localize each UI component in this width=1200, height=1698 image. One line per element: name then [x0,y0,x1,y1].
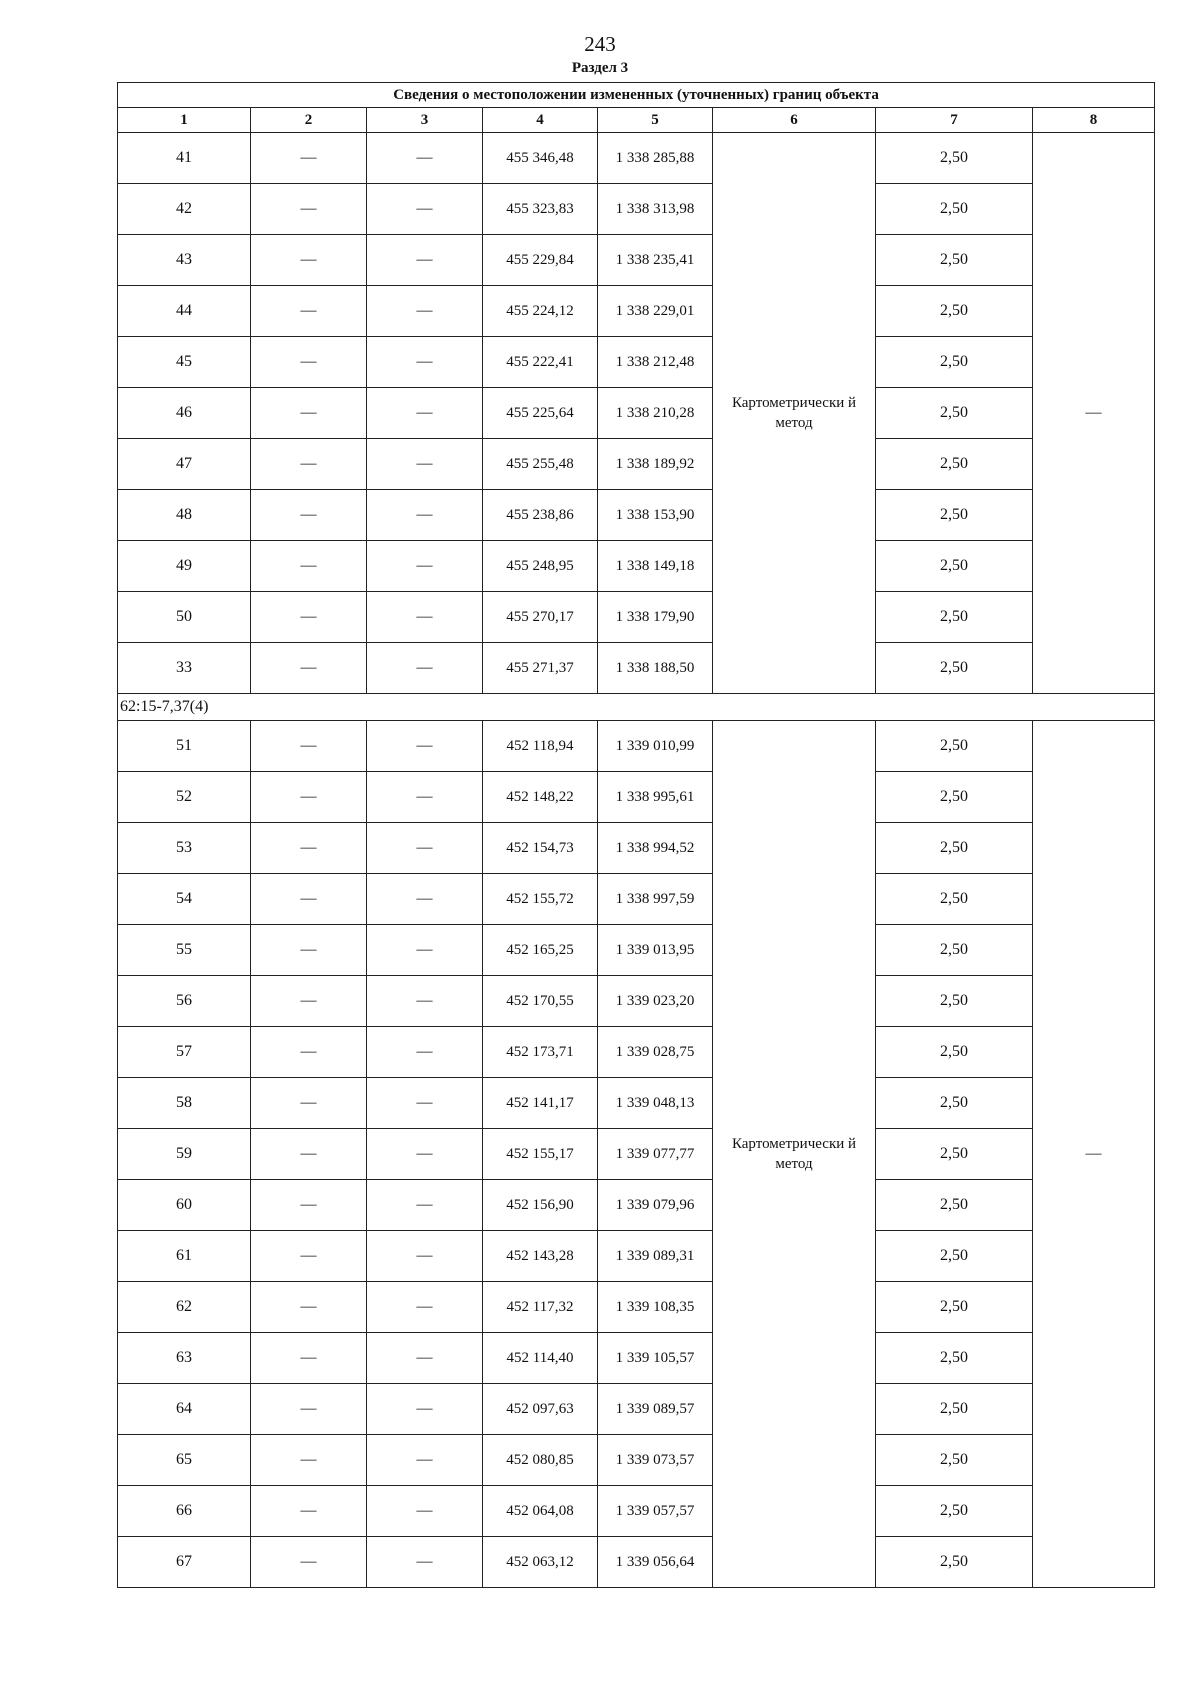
table-row [118,184,1155,235]
dash-cell: — [251,976,367,1027]
dash-cell: — [251,592,367,643]
coord-y: 1 338 995,61 [598,772,713,823]
point-number: 58 [118,1078,251,1129]
coord-y: 1 339 028,75 [598,1027,713,1078]
point-number: 44 [118,286,251,337]
dash-cell: — [367,721,483,772]
accuracy-value: 2,50 [876,772,1033,823]
coord-y: 1 339 089,31 [598,1231,713,1282]
dash-cell: — [367,1180,483,1231]
coord-x: 452 114,40 [483,1333,598,1384]
table-row [118,643,1155,694]
dash-cell: — [367,772,483,823]
coord-x: 455 346,48 [483,133,598,184]
accuracy-value: 2,50 [876,925,1033,976]
coord-y: 1 339 079,96 [598,1180,713,1231]
group2-method: Картометрически й метод [713,721,876,1588]
point-number: 42 [118,184,251,235]
table-row [118,874,1155,925]
coord-x: 452 155,17 [483,1129,598,1180]
dash-cell: — [251,772,367,823]
section-title: Раздел 3 [571,60,629,76]
point-number: 62 [118,1282,251,1333]
dash-cell: — [367,976,483,1027]
column-header: 4 [483,108,598,133]
dash-cell: — [367,337,483,388]
coord-x: 452 063,12 [483,1537,598,1588]
dash-cell: — [367,1435,483,1486]
table-row [118,1384,1155,1435]
dash-cell: — [251,541,367,592]
accuracy-value: 2,50 [876,1231,1033,1282]
coord-y: 1 339 057,57 [598,1486,713,1537]
dash-cell: — [251,1180,367,1231]
dash-cell: — [251,490,367,541]
point-number: 54 [118,874,251,925]
point-number: 53 [118,823,251,874]
accuracy-value: 2,50 [876,184,1033,235]
dash-cell: — [251,1537,367,1588]
dash-cell: — [251,133,367,184]
point-number: 65 [118,1435,251,1486]
table-row [118,388,1155,439]
coord-x: 452 118,94 [483,721,598,772]
point-number: 56 [118,976,251,1027]
accuracy-value: 2,50 [876,1333,1033,1384]
coord-y: 1 339 077,77 [598,1129,713,1180]
dash-cell: — [251,1231,367,1282]
accuracy-value: 2,50 [876,823,1033,874]
dash-cell: — [251,925,367,976]
coord-x: 452 080,85 [483,1435,598,1486]
dash-cell: — [367,1078,483,1129]
table-row [118,1129,1155,1180]
table-row [118,1027,1155,1078]
dash-cell: — [251,439,367,490]
accuracy-value: 2,50 [876,1027,1033,1078]
coord-x: 452 155,72 [483,874,598,925]
table-row [118,439,1155,490]
column-header: 8 [1033,108,1155,133]
dash-cell: — [251,823,367,874]
dash-cell: — [367,235,483,286]
point-number: 46 [118,388,251,439]
point-number: 55 [118,925,251,976]
coord-x: 452 148,22 [483,772,598,823]
point-number: 64 [118,1384,251,1435]
accuracy-value: 2,50 [876,1537,1033,1588]
coord-x: 452 064,08 [483,1486,598,1537]
dash-cell: — [367,133,483,184]
column-header: 1 [118,108,251,133]
accuracy-value: 2,50 [876,1282,1033,1333]
coord-y: 1 339 013,95 [598,925,713,976]
table-row [118,1537,1155,1588]
dash-cell: — [251,721,367,772]
dash-cell: — [251,1435,367,1486]
dash-cell: — [251,1333,367,1384]
dash-cell: — [251,1384,367,1435]
table-row [118,925,1155,976]
accuracy-value: 2,50 [876,592,1033,643]
coord-y: 1 339 010,99 [598,721,713,772]
column-header: 6 [713,108,876,133]
accuracy-value: 2,50 [876,235,1033,286]
coord-x: 452 165,25 [483,925,598,976]
point-number: 63 [118,1333,251,1384]
dash-cell: — [367,286,483,337]
dash-cell: — [251,286,367,337]
table-row [118,1333,1155,1384]
dash-cell: — [367,823,483,874]
accuracy-value: 2,50 [876,541,1033,592]
point-number: 67 [118,1537,251,1588]
dash-cell: — [251,184,367,235]
accuracy-value: 2,50 [876,337,1033,388]
coord-x: 452 117,32 [483,1282,598,1333]
coord-y: 1 338 210,28 [598,388,713,439]
column-header: 5 [598,108,713,133]
accuracy-value: 2,50 [876,643,1033,694]
table-row [118,1282,1155,1333]
coord-x: 455 238,86 [483,490,598,541]
dash-cell: — [367,1384,483,1435]
point-number: 57 [118,1027,251,1078]
dash-cell: — [251,643,367,694]
accuracy-value: 2,50 [876,490,1033,541]
dash-cell: — [251,1486,367,1537]
point-number: 47 [118,439,251,490]
point-number: 61 [118,1231,251,1282]
coord-x: 455 323,83 [483,184,598,235]
accuracy-value: 2,50 [876,1078,1033,1129]
dash-cell: — [367,1537,483,1588]
table-row [118,721,1155,772]
coord-x: 455 225,64 [483,388,598,439]
accuracy-value: 2,50 [876,874,1033,925]
dash-cell: — [251,235,367,286]
coord-x: 452 143,28 [483,1231,598,1282]
table-row [118,286,1155,337]
coord-y: 1 338 188,50 [598,643,713,694]
accuracy-value: 2,50 [876,439,1033,490]
coord-x: 455 255,48 [483,439,598,490]
dash-cell: — [251,1282,367,1333]
coord-x: 452 154,73 [483,823,598,874]
coord-y: 1 339 089,57 [598,1384,713,1435]
dash-cell: — [367,490,483,541]
table-caption: Сведения о местоположении измененных (уточненных) границ объекта [118,83,1155,108]
point-number: 45 [118,337,251,388]
point-number: 33 [118,643,251,694]
coord-y: 1 339 056,64 [598,1537,713,1588]
coord-x: 455 271,37 [483,643,598,694]
table-row [118,133,1155,184]
coord-y: 1 339 023,20 [598,976,713,1027]
coord-y: 1 339 108,35 [598,1282,713,1333]
dash-cell: — [367,1282,483,1333]
dash-cell: — [367,1333,483,1384]
dash-cell: — [367,1231,483,1282]
accuracy-value: 2,50 [876,1384,1033,1435]
coord-y: 1 338 212,48 [598,337,713,388]
accuracy-value: 2,50 [876,1435,1033,1486]
coord-x: 455 270,17 [483,592,598,643]
dash-cell: — [367,388,483,439]
accuracy-value: 2,50 [876,286,1033,337]
dash-cell: — [367,184,483,235]
group-label-row [118,694,1155,721]
coord-y: 1 338 153,90 [598,490,713,541]
boundary-table [117,82,1155,1588]
accuracy-value: 2,50 [876,388,1033,439]
dash-cell: — [251,1129,367,1180]
coord-x: 452 156,90 [483,1180,598,1231]
dash-cell: — [367,541,483,592]
coord-x: 455 222,41 [483,337,598,388]
dash-cell: — [251,1027,367,1078]
accuracy-value: 2,50 [876,1486,1033,1537]
coord-y: 1 339 073,57 [598,1435,713,1486]
point-number: 59 [118,1129,251,1180]
table-row [118,490,1155,541]
dash-cell: — [367,1027,483,1078]
dash-cell: — [367,643,483,694]
coord-y: 1 338 994,52 [598,823,713,874]
table-row [118,1435,1155,1486]
coord-y: 1 338 235,41 [598,235,713,286]
table-row [118,1486,1155,1537]
table-row [118,541,1155,592]
group-label: 62:15-7,37(4) [118,694,1155,721]
point-number: 43 [118,235,251,286]
point-number: 66 [118,1486,251,1537]
accuracy-value: 2,50 [876,133,1033,184]
point-number: 49 [118,541,251,592]
column-header: 3 [367,108,483,133]
table-row [118,1078,1155,1129]
table-row [118,1180,1155,1231]
point-number: 51 [118,721,251,772]
table-row [118,823,1155,874]
table-row [118,592,1155,643]
coord-y: 1 338 313,98 [598,184,713,235]
coord-y: 1 339 105,57 [598,1333,713,1384]
point-number: 48 [118,490,251,541]
coord-y: 1 338 229,01 [598,286,713,337]
dash-cell: — [367,874,483,925]
coord-y: 1 338 285,88 [598,133,713,184]
coord-x: 452 173,71 [483,1027,598,1078]
table-row [118,772,1155,823]
dash-cell: — [251,874,367,925]
table-row [118,976,1155,1027]
coord-x: 455 229,84 [483,235,598,286]
accuracy-value: 2,50 [876,1180,1033,1231]
coord-y: 1 338 149,18 [598,541,713,592]
point-number: 60 [118,1180,251,1231]
group2-note: — [1033,721,1155,1588]
dash-cell: — [251,337,367,388]
table-row [118,337,1155,388]
group1-method: Картометрически й метод [713,133,876,694]
point-number: 50 [118,592,251,643]
coord-x: 455 248,95 [483,541,598,592]
dash-cell: — [367,1486,483,1537]
dash-cell: — [367,1129,483,1180]
coord-x: 452 097,63 [483,1384,598,1435]
column-header: 7 [876,108,1033,133]
coord-y: 1 338 189,92 [598,439,713,490]
table-row [118,235,1155,286]
column-header: 2 [251,108,367,133]
coord-x: 452 170,55 [483,976,598,1027]
table-row [118,1231,1155,1282]
dash-cell: — [367,592,483,643]
coord-y: 1 338 997,59 [598,874,713,925]
coord-x: 455 224,12 [483,286,598,337]
dash-cell: — [367,439,483,490]
point-number: 41 [118,133,251,184]
column-header-row [118,108,1155,133]
accuracy-value: 2,50 [876,1129,1033,1180]
coord-y: 1 339 048,13 [598,1078,713,1129]
accuracy-value: 2,50 [876,721,1033,772]
coord-x: 452 141,17 [483,1078,598,1129]
coord-y: 1 338 179,90 [598,592,713,643]
dash-cell: — [367,925,483,976]
dash-cell: — [251,1078,367,1129]
dash-cell: — [251,388,367,439]
page-number: 243 [584,32,616,56]
group1-note: — [1033,133,1155,694]
accuracy-value: 2,50 [876,976,1033,1027]
point-number: 52 [118,772,251,823]
